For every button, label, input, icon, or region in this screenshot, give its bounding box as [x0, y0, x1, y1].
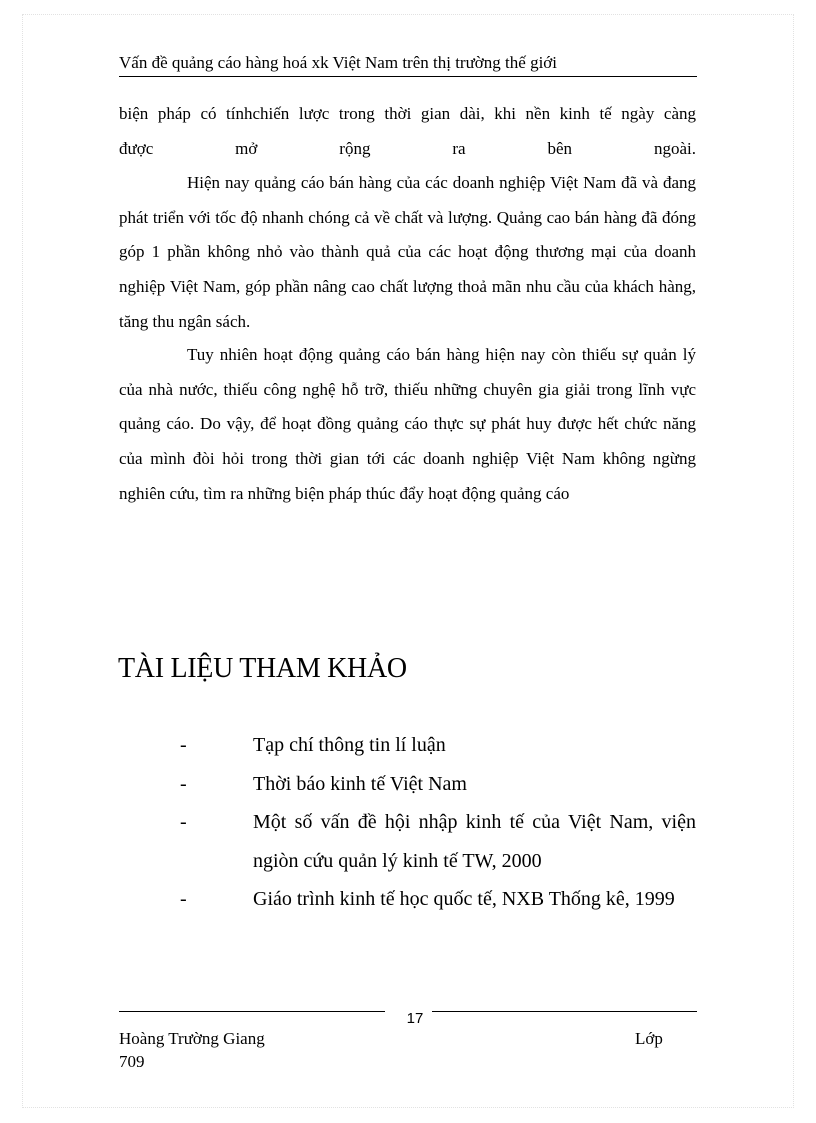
footer-author: Hoàng Trường Giang [119, 1029, 265, 1048]
paragraph-advertising-growth: Hiện nay quảng cáo bán hàng của các doanh nghiệp Việt Nam đã và đang phát triển với tốc độ nhanh chóng cả về chất và lượng. Quảng cao bán hàng đã đóng góp 1 phần không nhỏ vào thành quả của các hoạt động thương mại của doanh nghiệp Việt Nam, góp phần nâng cao chất lượng thoả mãn nhu cầu của khách hàng, tăng thu ngân sách. [119, 173, 696, 331]
reference-bullet: - [180, 811, 187, 833]
reference-item [0, 880, 816, 919]
header-rule [119, 76, 697, 77]
running-header-title: Vấn đề quảng cáo hàng hoá xk Việt Nam trên thị trường thế giới [119, 53, 557, 72]
references-list [0, 726, 816, 919]
reference-text: Thời báo kinh tế Việt Nam [253, 772, 467, 795]
paragraph-continuation [119, 97, 696, 166]
reference-item [0, 803, 816, 880]
reference-text: Tạp chí thông tin lí luận [253, 734, 446, 756]
footer-rule-left [119, 1011, 385, 1012]
footer-class-label: Lớp [635, 1029, 663, 1048]
reference-bullet: - [180, 772, 187, 795]
reference-bullet: - [180, 888, 187, 910]
paragraph-line: biện pháp có tínhchiến lược trong thời gian dài, khi nền kinh tế ngày càng [119, 104, 696, 123]
reference-text: Một số vấn đề hội nhập kinh tế của Việt Nam, viện ngiòn cứu quản lý kinh tế TW, 2000 [253, 811, 696, 872]
paragraph-line: được mở rộng ra bên ngoài. [119, 138, 696, 158]
reference-bullet: - [180, 734, 187, 756]
page-number: 17 [406, 1010, 424, 1027]
footer-class-number: 709 [119, 1052, 145, 1071]
references-heading: TÀI LIỆU THAM KHẢO [118, 653, 407, 684]
footer-rule-right [432, 1011, 697, 1012]
reference-item [0, 765, 816, 804]
reference-text: Giáo trình kinh tế học quốc tế, NXB Thống kê, 1999 [253, 888, 675, 910]
reference-item [0, 726, 816, 765]
paragraph-advertising-limitations: Tuy nhiên hoạt động quảng cáo bán hàng hiện nay còn thiếu sự quản lý của nhà nước, thiếu công nghệ hỗ trỡ, thiếu những chuyên gia giải trong lĩnh vực quảng cáo. Do vậy, để hoạt đồng quảng cáo thực sự phát huy được hết chức năng của mình đòi hỏi trong thời gian tới các doanh nghiệp Việt Nam không ngừng nghiên cứu, tìm ra những biện pháp thúc đẩy hoạt động quảng cáo [119, 345, 696, 503]
